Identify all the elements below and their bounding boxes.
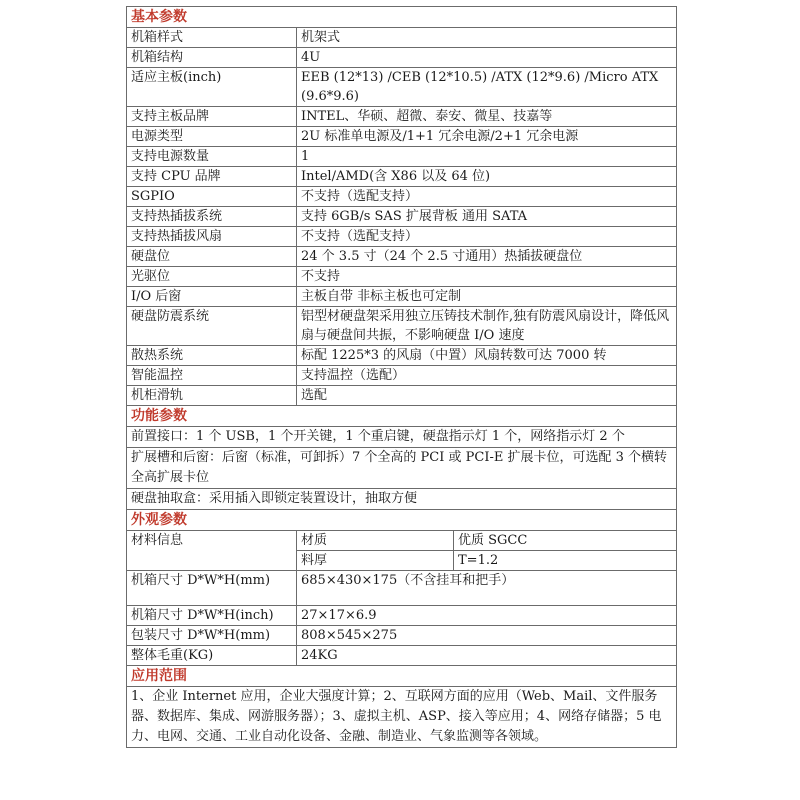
spec-value: 机架式 xyxy=(297,28,677,48)
spec-label: SGPIO xyxy=(127,187,297,207)
spec-row xyxy=(127,267,677,287)
section-header-function xyxy=(127,406,677,427)
spec-value: 2U 标准单电源及/1+1 冗余电源/2+1 冗余电源 xyxy=(297,127,677,147)
material-name: 材质 xyxy=(297,531,454,551)
spec-label: 散热系统 xyxy=(127,346,297,366)
spec-value: 选配 xyxy=(297,386,677,406)
section-header-application xyxy=(127,666,677,687)
spec-label: 整体毛重(KG) xyxy=(127,646,297,666)
spec-row xyxy=(127,646,677,666)
spec-row xyxy=(127,386,677,406)
function-row xyxy=(127,427,677,448)
section-title: 基本参数 xyxy=(127,7,677,28)
function-row xyxy=(127,489,677,510)
spec-label: I/O 后窗 xyxy=(127,287,297,307)
spec-row xyxy=(127,247,677,267)
spec-row xyxy=(127,48,677,68)
spec-row xyxy=(127,147,677,167)
section-title: 应用范围 xyxy=(127,666,677,687)
spec-label: 支持主板品牌 xyxy=(127,107,297,127)
spec-label: 支持热插拔系统 xyxy=(127,207,297,227)
spec-row xyxy=(127,346,677,366)
spec-value: 24KG xyxy=(297,646,677,666)
spec-row xyxy=(127,107,677,127)
spec-label: 智能温控 xyxy=(127,366,297,386)
spec-value: 27×17×6.9 xyxy=(297,606,677,626)
thickness-name: 料厚 xyxy=(297,551,454,571)
spec-row xyxy=(127,167,677,187)
function-text: 扩展槽和后窗：后窗（标准，可卸拆）7 个全高的 PCI 或 PCI-E 扩展卡位，可选配 3 个横转全高扩展卡位 xyxy=(127,448,677,489)
spec-label: 机箱结构 xyxy=(127,48,297,68)
spec-row xyxy=(127,28,677,48)
section-title: 外观参数 xyxy=(127,510,677,531)
spec-value: 不支持（选配支持） xyxy=(297,187,677,207)
spec-label: 支持电源数量 xyxy=(127,147,297,167)
spec-value: 685×430×175（不含挂耳和把手） xyxy=(297,571,677,606)
spec-label: 硬盘位 xyxy=(127,247,297,267)
spec-value: 标配 1225*3 的风扇（中置）风扇转数可达 7000 转 xyxy=(297,346,677,366)
spec-value: 不支持 xyxy=(297,267,677,287)
function-text: 硬盘抽取盒：采用插入即锁定装置设计，抽取方便 xyxy=(127,489,677,510)
spec-row xyxy=(127,227,677,247)
spec-value: 铝型材硬盘架采用独立压铸技术制作,独有防震风扇设计，降低风扇与硬盘间共振，不影响硬盘 I/O 速度 xyxy=(297,307,677,346)
spec-value: 不支持（选配支持） xyxy=(297,227,677,247)
spec-row xyxy=(127,287,677,307)
material-value: 优质 SGCC xyxy=(454,531,677,551)
spec-value: 支持温控（选配） xyxy=(297,366,677,386)
spec-value: Intel/AMD(含 X86 以及 64 位) xyxy=(297,167,677,187)
spec-label: 硬盘防震系统 xyxy=(127,307,297,346)
spec-label: 适应主板(inch) xyxy=(127,68,297,107)
spec-row xyxy=(127,606,677,626)
thickness-value: T=1.2 xyxy=(454,551,677,571)
spec-row xyxy=(127,127,677,147)
function-text: 前置接口：1 个 USB，1 个开关键，1 个重启键，硬盘指示灯 1 个，网络指示灯 2 个 xyxy=(127,427,677,448)
spec-row xyxy=(127,68,677,107)
spec-label: 机箱样式 xyxy=(127,28,297,48)
spec-row xyxy=(127,366,677,386)
spec-value: 24 个 3.5 寸（24 个 2.5 寸通用）热插拔硬盘位 xyxy=(297,247,677,267)
spec-label: 包装尺寸 D*W*H(mm) xyxy=(127,626,297,646)
spec-value: INTEL、华硕、超微、泰安、微星、技嘉等 xyxy=(297,107,677,127)
application-row xyxy=(127,687,677,748)
section-header-appearance xyxy=(127,510,677,531)
spec-value: 808×545×275 xyxy=(297,626,677,646)
spec-row xyxy=(127,626,677,646)
application-text: 1、企业 Internet 应用，企业大强度计算；2、互联网方面的应用（Web、Mail、文件服务器、数据库、集成、网游服务器）；3、虚拟主机、ASP、接入等应用；4、网络存储器；5 电力、电网、交通、工业自动化设备、金融、制造业、气象监测等各领域。 xyxy=(127,687,677,748)
function-row xyxy=(127,448,677,489)
spec-value: 支持 6GB/s SAS 扩展背板 通用 SATA xyxy=(297,207,677,227)
spec-label: 光驱位 xyxy=(127,267,297,287)
section-header-basic xyxy=(127,7,677,28)
spec-label: 机箱尺寸 D*W*H(mm) xyxy=(127,571,297,606)
spec-value: 4U xyxy=(297,48,677,68)
spec-row xyxy=(127,571,677,606)
spec-table xyxy=(126,6,677,748)
spec-row xyxy=(127,187,677,207)
spec-label: 支持热插拔风扇 xyxy=(127,227,297,247)
material-label: 材料信息 xyxy=(127,531,297,571)
section-title: 功能参数 xyxy=(127,406,677,427)
spec-row xyxy=(127,307,677,346)
spec-row xyxy=(127,207,677,227)
spec-label: 机柜滑轨 xyxy=(127,386,297,406)
spec-value: EEB (12*13) /CEB (12*10.5) /ATX (12*9.6) /Micro ATX (9.6*9.6) xyxy=(297,68,677,107)
spec-value: 主板自带 非标主板也可定制 xyxy=(297,287,677,307)
material-row xyxy=(127,531,677,551)
spec-label: 电源类型 xyxy=(127,127,297,147)
spec-label: 机箱尺寸 D*W*H(inch) xyxy=(127,606,297,626)
spec-label: 支持 CPU 品牌 xyxy=(127,167,297,187)
spec-value: 1 xyxy=(297,147,677,167)
